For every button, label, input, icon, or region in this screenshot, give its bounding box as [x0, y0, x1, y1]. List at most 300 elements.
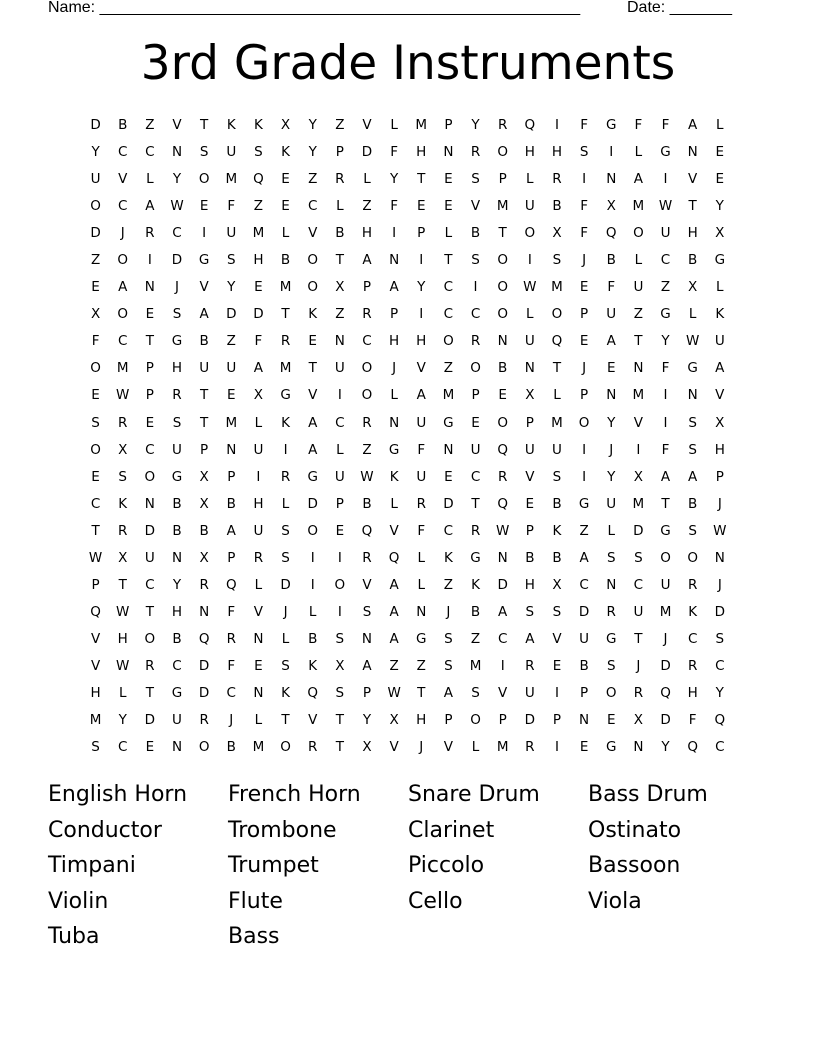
- grid-letter[interactable]: T: [417, 684, 426, 701]
- grid-letter[interactable]: U: [334, 360, 345, 377]
- grid-letter[interactable]: Q: [361, 522, 373, 539]
- grid-letter[interactable]: R: [280, 333, 291, 350]
- grid-letter[interactable]: C: [443, 279, 454, 296]
- grid-letter[interactable]: R: [362, 414, 372, 431]
- grid-letter[interactable]: O: [578, 414, 590, 431]
- grid-letter[interactable]: H: [253, 252, 264, 269]
- grid-letter[interactable]: V: [470, 198, 481, 215]
- grid-letter[interactable]: L: [281, 495, 290, 512]
- grid-letter[interactable]: D: [90, 225, 101, 242]
- grid-letter[interactable]: Y: [715, 684, 724, 701]
- grid-letter[interactable]: O: [198, 171, 210, 188]
- grid-letter[interactable]: O: [117, 252, 129, 269]
- grid-letter[interactable]: G: [443, 414, 454, 431]
- grid-letter[interactable]: O: [198, 739, 210, 756]
- grid-letter[interactable]: S: [552, 603, 562, 620]
- grid-letter[interactable]: E: [552, 657, 562, 674]
- grid-letter[interactable]: O: [307, 252, 319, 269]
- grid-letter[interactable]: L: [607, 522, 615, 539]
- grid-letter[interactable]: O: [497, 306, 508, 323]
- grid-letter[interactable]: P: [145, 360, 154, 377]
- grid-letter[interactable]: P: [227, 549, 236, 566]
- grid-letter[interactable]: I: [554, 739, 559, 756]
- grid-letter[interactable]: R: [552, 171, 562, 188]
- grid-letter[interactable]: S: [335, 630, 345, 647]
- grid-letter[interactable]: U: [524, 441, 535, 458]
- grid-letter[interactable]: M: [415, 117, 428, 133]
- grid-letter[interactable]: C: [117, 198, 128, 215]
- grid-letter[interactable]: C: [172, 657, 182, 674]
- grid-letter[interactable]: K: [443, 549, 453, 566]
- grid-letter[interactable]: G: [198, 252, 210, 269]
- grid-letter[interactable]: T: [308, 360, 317, 377]
- grid-letter[interactable]: S: [91, 739, 100, 756]
- grid-letter[interactable]: M: [252, 225, 265, 242]
- grid-letter[interactable]: H: [524, 144, 535, 161]
- grid-letter[interactable]: U: [660, 225, 671, 242]
- grid-letter[interactable]: N: [497, 549, 508, 566]
- grid-letter[interactable]: W: [387, 684, 401, 701]
- grid-letter[interactable]: I: [419, 306, 424, 323]
- grid-letter[interactable]: C: [470, 306, 481, 323]
- grid-letter[interactable]: M: [551, 414, 563, 431]
- grid-letter[interactable]: G: [280, 387, 291, 404]
- grid-letter[interactable]: T: [145, 684, 154, 701]
- grid-letter[interactable]: Q: [253, 171, 264, 188]
- grid-letter[interactable]: Z: [90, 252, 101, 269]
- grid-letter[interactable]: V: [308, 712, 318, 729]
- grid-letter[interactable]: G: [171, 468, 183, 485]
- grid-letter[interactable]: V: [389, 739, 399, 756]
- grid-letter[interactable]: R: [525, 739, 535, 756]
- grid-letter[interactable]: H: [551, 144, 563, 161]
- grid-letter[interactable]: O: [90, 441, 101, 458]
- grid-letter[interactable]: Z: [335, 117, 345, 133]
- grid-letter[interactable]: C: [443, 306, 454, 323]
- grid-letter[interactable]: P: [715, 468, 724, 485]
- grid-letter[interactable]: A: [389, 576, 399, 593]
- grid-letter[interactable]: B: [525, 549, 535, 566]
- grid-letter[interactable]: R: [525, 657, 535, 674]
- grid-letter[interactable]: Q: [551, 333, 563, 350]
- grid-letter[interactable]: I: [256, 468, 261, 485]
- grid-letter[interactable]: S: [471, 684, 480, 701]
- grid-letter[interactable]: L: [336, 441, 344, 458]
- grid-letter[interactable]: S: [634, 549, 643, 566]
- grid-letter[interactable]: G: [660, 522, 671, 539]
- grid-letter[interactable]: L: [308, 603, 317, 620]
- grid-letter[interactable]: C: [660, 252, 671, 269]
- grid-letter[interactable]: T: [145, 603, 154, 620]
- grid-letter[interactable]: O: [497, 414, 508, 431]
- grid-letter[interactable]: V: [308, 225, 318, 242]
- grid-letter[interactable]: I: [554, 684, 559, 701]
- grid-letter[interactable]: I: [337, 603, 342, 620]
- grid-letter[interactable]: A: [389, 630, 399, 647]
- grid-letter[interactable]: U: [524, 684, 535, 701]
- grid-letter[interactable]: X: [199, 468, 209, 485]
- grid-letter[interactable]: N: [144, 495, 155, 512]
- grid-letter[interactable]: A: [362, 252, 372, 269]
- grid-letter[interactable]: N: [171, 549, 183, 566]
- grid-letter[interactable]: P: [525, 414, 534, 431]
- grid-letter[interactable]: A: [362, 657, 372, 674]
- grid-letter[interactable]: Z: [362, 198, 372, 215]
- grid-letter[interactable]: G: [660, 144, 671, 161]
- grid-letter[interactable]: B: [552, 495, 562, 512]
- grid-letter[interactable]: C: [715, 657, 725, 674]
- grid-letter[interactable]: S: [444, 630, 453, 647]
- grid-letter[interactable]: C: [226, 684, 236, 701]
- grid-letter[interactable]: K: [308, 657, 318, 674]
- grid-letter[interactable]: L: [390, 117, 398, 133]
- grid-letter[interactable]: W: [170, 198, 184, 215]
- grid-letter[interactable]: E: [91, 387, 100, 404]
- grid-letter[interactable]: E: [91, 279, 100, 296]
- grid-letter[interactable]: D: [633, 522, 644, 539]
- grid-letter[interactable]: E: [606, 712, 616, 729]
- grid-letter[interactable]: S: [172, 306, 182, 323]
- grid-letter[interactable]: C: [145, 144, 155, 161]
- grid-letter[interactable]: N: [714, 549, 725, 566]
- grid-letter[interactable]: V: [90, 657, 101, 674]
- grid-letter[interactable]: X: [633, 712, 643, 729]
- grid-letter[interactable]: M: [225, 414, 238, 431]
- grid-letter[interactable]: N: [606, 171, 617, 188]
- grid-letter[interactable]: C: [117, 144, 128, 161]
- grid-letter[interactable]: E: [715, 144, 725, 161]
- grid-letter[interactable]: F: [634, 117, 643, 133]
- grid-letter[interactable]: D: [198, 684, 210, 701]
- grid-letter[interactable]: A: [253, 360, 264, 377]
- grid-letter[interactable]: H: [253, 495, 264, 512]
- grid-letter[interactable]: O: [470, 712, 481, 729]
- grid-letter[interactable]: V: [199, 279, 209, 296]
- grid-letter[interactable]: R: [633, 684, 644, 701]
- grid-letter[interactable]: R: [145, 657, 155, 674]
- grid-letter[interactable]: Y: [661, 739, 670, 756]
- grid-letter[interactable]: K: [688, 603, 698, 620]
- grid-letter[interactable]: Q: [687, 739, 698, 756]
- grid-letter[interactable]: P: [362, 684, 372, 701]
- grid-letter[interactable]: T: [634, 333, 643, 350]
- grid-letter[interactable]: C: [145, 441, 155, 458]
- grid-letter[interactable]: H: [416, 144, 427, 161]
- grid-letter[interactable]: Y: [118, 712, 127, 729]
- grid-letter[interactable]: B: [470, 603, 481, 620]
- grid-letter[interactable]: C: [715, 739, 725, 756]
- grid-letter[interactable]: T: [200, 117, 209, 133]
- grid-letter[interactable]: R: [172, 387, 182, 404]
- grid-letter[interactable]: Y: [661, 333, 670, 350]
- grid-letter[interactable]: S: [525, 603, 535, 620]
- grid-letter[interactable]: F: [227, 198, 236, 215]
- grid-letter[interactable]: B: [688, 495, 698, 512]
- grid-letter[interactable]: H: [117, 630, 128, 647]
- grid-letter[interactable]: X: [715, 225, 725, 242]
- grid-letter[interactable]: U: [90, 171, 101, 188]
- grid-letter[interactable]: N: [633, 739, 644, 756]
- grid-letter[interactable]: F: [661, 441, 670, 458]
- grid-letter[interactable]: O: [497, 279, 508, 296]
- grid-letter[interactable]: Y: [308, 144, 317, 161]
- grid-letter[interactable]: B: [579, 657, 589, 674]
- grid-letter[interactable]: R: [118, 414, 128, 431]
- grid-letter[interactable]: S: [606, 657, 616, 674]
- grid-letter[interactable]: F: [607, 279, 616, 296]
- grid-letter[interactable]: N: [171, 144, 183, 161]
- grid-letter[interactable]: N: [579, 712, 590, 729]
- grid-letter[interactable]: H: [90, 684, 101, 701]
- grid-letter[interactable]: U: [714, 333, 725, 350]
- grid-letter[interactable]: E: [281, 198, 290, 215]
- grid-letter[interactable]: D: [144, 522, 156, 539]
- grid-letter[interactable]: E: [444, 171, 453, 188]
- grid-letter[interactable]: A: [579, 549, 589, 566]
- grid-letter[interactable]: B: [199, 333, 209, 350]
- grid-letter[interactable]: C: [497, 630, 508, 647]
- grid-letter[interactable]: I: [609, 144, 614, 161]
- grid-letter[interactable]: D: [660, 657, 671, 674]
- grid-letter[interactable]: D: [171, 252, 183, 269]
- grid-letter[interactable]: Y: [362, 712, 372, 729]
- grid-letter[interactable]: R: [308, 739, 318, 756]
- grid-letter[interactable]: R: [280, 468, 291, 485]
- grid-letter[interactable]: K: [308, 306, 318, 323]
- grid-letter[interactable]: U: [579, 630, 590, 647]
- grid-letter[interactable]: R: [362, 549, 372, 566]
- grid-letter[interactable]: S: [715, 630, 725, 647]
- grid-letter[interactable]: R: [199, 576, 209, 593]
- grid-letter[interactable]: A: [145, 198, 155, 215]
- grid-letter[interactable]: M: [632, 495, 645, 512]
- grid-letter[interactable]: N: [226, 441, 237, 458]
- grid-letter[interactable]: L: [716, 279, 724, 296]
- grid-letter[interactable]: L: [390, 387, 398, 404]
- grid-letter[interactable]: D: [714, 603, 725, 620]
- grid-letter[interactable]: O: [280, 739, 291, 756]
- grid-letter[interactable]: O: [117, 306, 129, 323]
- grid-letter[interactable]: V: [443, 739, 454, 756]
- grid-letter[interactable]: J: [636, 657, 641, 674]
- grid-letter[interactable]: I: [663, 171, 668, 188]
- grid-letter[interactable]: D: [253, 306, 264, 323]
- grid-letter[interactable]: S: [471, 171, 480, 188]
- grid-letter[interactable]: C: [90, 495, 101, 512]
- grid-letter[interactable]: Q: [225, 576, 237, 593]
- grid-letter[interactable]: V: [308, 387, 318, 404]
- grid-letter[interactable]: G: [660, 306, 671, 323]
- grid-letter[interactable]: P: [498, 171, 507, 188]
- grid-letter[interactable]: B: [470, 225, 481, 242]
- grid-letter[interactable]: U: [470, 441, 481, 458]
- grid-letter[interactable]: Y: [172, 576, 182, 593]
- grid-letter[interactable]: D: [497, 576, 508, 593]
- grid-letter[interactable]: W: [523, 279, 537, 296]
- grid-letter[interactable]: I: [582, 468, 587, 485]
- grid-letter[interactable]: P: [580, 684, 589, 701]
- grid-letter[interactable]: U: [524, 198, 535, 215]
- grid-letter[interactable]: N: [253, 630, 264, 647]
- grid-letter[interactable]: I: [473, 279, 478, 296]
- grid-letter[interactable]: U: [416, 468, 427, 485]
- grid-letter[interactable]: N: [443, 441, 454, 458]
- grid-letter[interactable]: X: [335, 279, 345, 296]
- grid-letter[interactable]: G: [416, 630, 427, 647]
- grid-letter[interactable]: O: [90, 360, 101, 377]
- grid-letter[interactable]: V: [90, 630, 101, 647]
- grid-letter[interactable]: L: [634, 252, 643, 269]
- grid-letter[interactable]: O: [551, 306, 563, 323]
- grid-letter[interactable]: N: [334, 333, 345, 350]
- grid-letter[interactable]: O: [307, 279, 319, 296]
- grid-letter[interactable]: T: [498, 225, 507, 242]
- grid-letter[interactable]: Q: [307, 684, 319, 701]
- grid-letter[interactable]: M: [279, 360, 292, 377]
- grid-letter[interactable]: S: [335, 684, 345, 701]
- grid-letter[interactable]: U: [524, 333, 535, 350]
- grid-letter[interactable]: E: [416, 198, 426, 215]
- grid-letter[interactable]: R: [470, 333, 481, 350]
- grid-letter[interactable]: E: [145, 739, 155, 756]
- grid-letter[interactable]: T: [471, 495, 480, 512]
- grid-letter[interactable]: X: [280, 117, 291, 133]
- grid-letter[interactable]: S: [91, 414, 100, 431]
- grid-letter[interactable]: F: [580, 198, 588, 215]
- grid-letter[interactable]: I: [310, 549, 315, 566]
- grid-letter[interactable]: N: [633, 360, 644, 377]
- grid-letter[interactable]: T: [688, 198, 697, 215]
- grid-letter[interactable]: E: [498, 387, 507, 404]
- grid-letter[interactable]: P: [227, 468, 236, 485]
- grid-letter[interactable]: C: [579, 576, 589, 593]
- grid-letter[interactable]: O: [470, 360, 481, 377]
- grid-letter[interactable]: D: [361, 144, 373, 161]
- grid-letter[interactable]: U: [606, 306, 617, 323]
- grid-letter[interactable]: V: [525, 468, 535, 485]
- grid-letter[interactable]: Q: [388, 549, 400, 566]
- grid-letter[interactable]: E: [715, 171, 725, 188]
- grid-letter[interactable]: B: [172, 495, 182, 512]
- grid-letter[interactable]: K: [281, 414, 290, 431]
- grid-letter[interactable]: S: [281, 549, 290, 566]
- grid-letter[interactable]: L: [281, 630, 290, 647]
- grid-letter[interactable]: A: [688, 468, 698, 485]
- grid-letter[interactable]: B: [552, 549, 562, 566]
- grid-letter[interactable]: M: [442, 387, 455, 404]
- grid-letter[interactable]: E: [335, 522, 345, 539]
- grid-letter[interactable]: I: [392, 225, 397, 242]
- grid-letter[interactable]: H: [416, 712, 427, 729]
- grid-letter[interactable]: E: [606, 360, 616, 377]
- grid-letter[interactable]: K: [471, 576, 480, 593]
- grid-letter[interactable]: A: [226, 522, 236, 539]
- grid-letter[interactable]: U: [226, 144, 237, 161]
- grid-letter[interactable]: T: [281, 306, 290, 323]
- grid-letter[interactable]: B: [688, 252, 698, 269]
- grid-letter[interactable]: W: [496, 522, 510, 539]
- grid-letter[interactable]: L: [716, 117, 724, 133]
- grid-letter[interactable]: Z: [416, 657, 426, 674]
- grid-letter[interactable]: P: [525, 522, 534, 539]
- grid-letter[interactable]: O: [90, 198, 101, 215]
- grid-letter[interactable]: J: [446, 603, 451, 620]
- grid-letter[interactable]: I: [283, 441, 288, 458]
- grid-letter[interactable]: B: [606, 252, 616, 269]
- grid-letter[interactable]: C: [172, 225, 182, 242]
- grid-letter[interactable]: X: [552, 225, 562, 242]
- grid-letter[interactable]: N: [253, 684, 264, 701]
- grid-letter[interactable]: M: [225, 171, 238, 188]
- grid-letter[interactable]: K: [552, 522, 562, 539]
- grid-letter[interactable]: L: [254, 414, 263, 431]
- grid-letter[interactable]: R: [497, 468, 508, 485]
- grid-letter[interactable]: V: [253, 603, 264, 620]
- grid-letter[interactable]: R: [470, 522, 481, 539]
- grid-letter[interactable]: M: [252, 739, 265, 756]
- grid-letter[interactable]: O: [361, 387, 373, 404]
- grid-letter[interactable]: J: [175, 279, 179, 296]
- grid-letter[interactable]: H: [361, 225, 373, 242]
- grid-letter[interactable]: Q: [497, 495, 508, 512]
- grid-letter[interactable]: H: [524, 576, 535, 593]
- grid-letter[interactable]: G: [307, 468, 318, 485]
- grid-letter[interactable]: F: [91, 333, 100, 350]
- grid-letter[interactable]: E: [145, 414, 155, 431]
- grid-letter[interactable]: J: [392, 360, 397, 377]
- grid-letter[interactable]: Y: [607, 468, 616, 485]
- grid-letter[interactable]: M: [551, 279, 563, 296]
- grid-letter[interactable]: F: [390, 144, 398, 161]
- grid-letter[interactable]: F: [688, 712, 697, 729]
- grid-letter[interactable]: R: [687, 657, 698, 674]
- grid-letter[interactable]: U: [226, 360, 237, 377]
- grid-letter[interactable]: I: [419, 252, 424, 269]
- grid-letter[interactable]: O: [660, 549, 671, 566]
- grid-letter[interactable]: R: [362, 306, 372, 323]
- grid-letter[interactable]: K: [118, 495, 128, 512]
- grid-letter[interactable]: L: [553, 387, 561, 404]
- grid-letter[interactable]: G: [171, 684, 183, 701]
- grid-letter[interactable]: O: [524, 225, 536, 242]
- grid-letter[interactable]: I: [663, 414, 668, 431]
- grid-letter[interactable]: K: [281, 684, 290, 701]
- grid-letter[interactable]: E: [91, 468, 100, 485]
- grid-letter[interactable]: N: [389, 252, 400, 269]
- grid-letter[interactable]: A: [498, 603, 508, 620]
- grid-letter[interactable]: I: [636, 441, 641, 458]
- grid-letter[interactable]: S: [118, 468, 127, 485]
- grid-letter[interactable]: G: [470, 549, 481, 566]
- grid-letter[interactable]: W: [88, 549, 103, 566]
- grid-letter[interactable]: N: [199, 603, 210, 620]
- grid-letter[interactable]: A: [389, 603, 399, 620]
- grid-letter[interactable]: A: [633, 171, 643, 188]
- grid-letter[interactable]: X: [335, 657, 345, 674]
- grid-letter[interactable]: B: [362, 495, 372, 512]
- grid-letter[interactable]: T: [417, 171, 426, 188]
- grid-letter[interactable]: O: [443, 333, 454, 350]
- grid-letter[interactable]: F: [417, 522, 426, 539]
- grid-letter[interactable]: X: [389, 712, 399, 729]
- grid-letter[interactable]: D: [280, 576, 291, 593]
- grid-letter[interactable]: X: [118, 549, 128, 566]
- grid-letter[interactable]: I: [582, 171, 587, 188]
- grid-letter[interactable]: A: [715, 360, 725, 377]
- grid-letter[interactable]: A: [199, 306, 209, 323]
- grid-letter[interactable]: E: [227, 387, 236, 404]
- grid-letter[interactable]: V: [362, 576, 372, 593]
